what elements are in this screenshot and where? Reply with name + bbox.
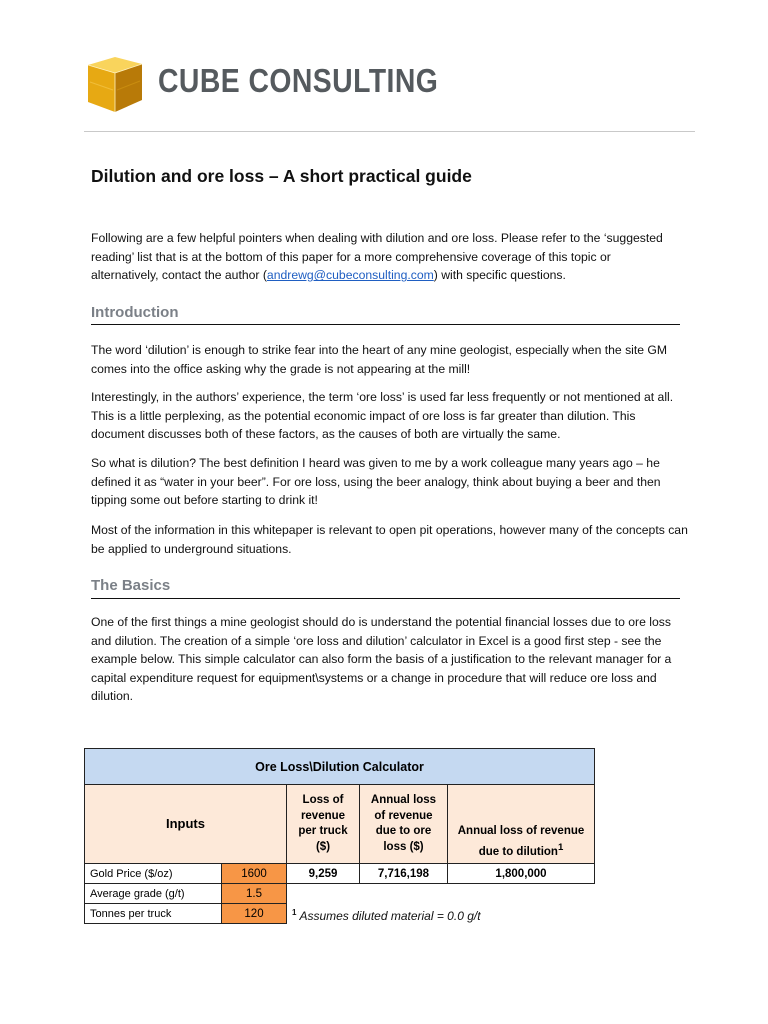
table-row — [85, 864, 595, 884]
author-email-link[interactable]: andrewg@cubeconsulting.com — [266, 268, 434, 283]
cube-logo-icon — [84, 54, 146, 114]
footnote-marker: 1 — [292, 908, 297, 917]
calculator-title: Ore Loss\Dilution Calculator — [85, 749, 595, 785]
brand-name: CUBE CONSULTING — [158, 62, 439, 99]
input-label: Gold Price ($/oz) — [85, 864, 222, 884]
input-value-average-grade[interactable]: 1.5 — [222, 884, 287, 904]
table-row — [85, 884, 595, 904]
calculator-footnote — [292, 908, 481, 923]
output-loss-per-truck: 9,259 — [287, 864, 360, 884]
footnote-text: Assumes diluted material = 0.0 g/t — [299, 909, 481, 923]
annual-ore-loss-header: Annual loss of revenue due to ore loss ($) — [360, 785, 448, 864]
input-value-gold-price[interactable]: 1600 — [222, 864, 287, 884]
intro-text: Following are a few helpful pointers when dealing with dilution and ore loss. Please refer to the ‘suggested reading’ list that is at the bottom of this paper for a more comprehensive coverage of this topic or alternatively, contact the author ( — [91, 231, 663, 283]
section-heading-basics: The Basics — [91, 577, 171, 594]
document-title: Dilution and ore loss – A short practical guide — [91, 166, 472, 186]
footnote-marker: 1 — [557, 841, 564, 853]
paragraph: Most of the information in this whitepaper is relevant to open pit operations, however many of the concepts can be applied to underground situations. — [91, 523, 688, 556]
ore-loss-calculator-table — [84, 748, 595, 924]
section-rule — [91, 598, 680, 599]
output-annual-dilution: 1,800,000 — [448, 864, 595, 884]
section-heading-introduction: Introduction — [91, 304, 179, 321]
annual-dilution-header-text: Annual loss of revenue due to dilution — [457, 825, 585, 858]
input-label: Average grade (g/t) — [85, 884, 222, 904]
output-annual-ore-loss: 7,716,198 — [360, 864, 448, 884]
paragraph: Interestingly, in the authors’ experience, the term ‘ore loss’ is used far less frequently or not mentioned at all. This is a little perplexing, as the potential economic impact of ore loss is far greater than dilution. This document discusses both of these factors, as the causes of both are virtually the same. — [91, 390, 674, 442]
intro-paragraph — [91, 229, 671, 285]
paragraph: One of the first things a mine geologist should do is understand the potential financial losses due to ore loss and dilution. The creation of a simple ‘ore loss and dilution’ calculator in Excel is a good first step - see the example below. This simple calculator can also form the basis of a justification to the relevant manager for a capital expenditure request for equipment\systems or a change in procedure that will reduce ore loss and dilution. — [91, 615, 672, 704]
paragraph: So what is dilution? The best definition I heard was given to me by a work colleague many years ago – he defined it as “water in your beer”. For ore loss, using the beer analogy, think about buying a beer and then tipping some out before starting to drink it! — [91, 456, 661, 508]
header-divider — [84, 131, 695, 132]
section-rule — [91, 324, 680, 325]
inputs-header: Inputs — [85, 785, 287, 864]
intro-text-end: ) with specific questions. — [433, 268, 566, 283]
input-value-tonnes-per-truck[interactable]: 120 — [222, 904, 287, 924]
calculator-title-row — [85, 749, 595, 785]
loss-per-truck-header: Loss of revenue per truck ($) — [287, 785, 360, 864]
input-label: Tonnes per truck — [85, 904, 222, 924]
annual-dilution-header — [448, 785, 595, 864]
calculator-header-row — [85, 785, 595, 864]
paragraph: The word ‘dilution’ is enough to strike fear into the heart of any mine geologist, especially when the site GM comes into the office asking why the grade is not appearing at the mill! — [91, 343, 668, 376]
